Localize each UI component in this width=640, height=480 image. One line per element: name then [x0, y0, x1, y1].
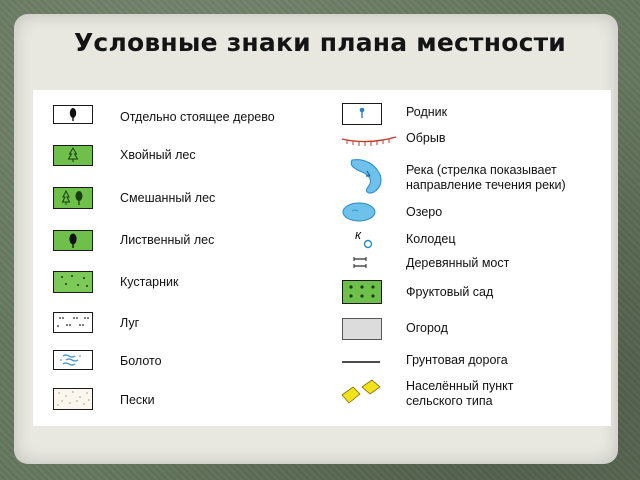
orchard-swatch: [342, 280, 382, 304]
river-icon: [348, 157, 388, 195]
single-tree-swatch: [53, 105, 93, 124]
legend-label-river-line2: направление течения реки): [406, 178, 566, 192]
legend-card: [33, 90, 611, 426]
legend-label-shrubs: Кустарник: [120, 275, 179, 289]
legend-label-dirt-road: Грунтовая дорога: [406, 353, 508, 367]
well-icon: [361, 237, 375, 251]
sands-swatch: [53, 388, 93, 410]
coniferous-forest-swatch: [53, 145, 93, 166]
wooden-bridge-icon: [350, 255, 370, 271]
legend-label-spring: Родник: [406, 105, 448, 119]
deciduous-forest-swatch: [53, 230, 93, 251]
legend-label-coniferous-forest: Хвойный лес: [120, 148, 196, 162]
legend-label-swamp: Болото: [120, 354, 162, 368]
meadow-pattern-icon: [54, 313, 92, 331]
legend-label-cliff: Обрыв: [406, 131, 446, 145]
legend-label-settlement-line1: Населённый пункт: [406, 379, 514, 393]
dirt-road-icon: [340, 358, 382, 366]
legend-label-river-line1: Река (стрелка показывает: [406, 163, 557, 177]
lake-icon: [340, 201, 380, 223]
legend-label-well: Колодец: [406, 232, 456, 246]
legend-label-orchard: Фруктовый сад: [406, 285, 494, 299]
swamp-icon: [54, 351, 92, 368]
legend-label-deciduous-forest: Лиственный лес: [120, 233, 215, 247]
legend-label-vegetable-garden: Огород: [406, 321, 448, 335]
legend-label-lake: Озеро: [406, 205, 443, 219]
shrub-dots-icon: [54, 272, 92, 291]
swamp-swatch: [53, 350, 93, 370]
legend-label-mixed-forest: Смешанный лес: [120, 191, 216, 205]
legend-label-sands: Пески: [120, 393, 155, 407]
legend-label-meadow: Луг: [120, 316, 140, 330]
single-tree-icon: [54, 106, 92, 122]
slide-title: Условные знаки плана местности: [73, 28, 567, 57]
legend-label-single-tree: Отдельно стоящее дерево: [120, 110, 275, 124]
legend-label-settlement-line2: сельского типа: [406, 394, 493, 408]
sand-dots-icon: [54, 389, 92, 408]
deciduous-tree-icon: [54, 231, 92, 249]
cliff-icon: [338, 134, 398, 148]
spring-swatch: [342, 103, 382, 125]
mixed-forest-icon: [54, 188, 92, 207]
shrubs-swatch: [53, 271, 93, 293]
meadow-swatch: [53, 312, 93, 333]
orchard-dots-icon: [343, 281, 381, 302]
spring-icon: [343, 104, 381, 123]
vegetable-garden-swatch: [342, 318, 382, 340]
rural-settlement-icon: [339, 377, 387, 409]
mixed-forest-swatch: [53, 187, 93, 209]
well-mark-letter: к: [355, 227, 362, 242]
conifer-icon: [54, 146, 92, 164]
legend-label-wooden-bridge: Деревянный мост: [406, 256, 510, 270]
